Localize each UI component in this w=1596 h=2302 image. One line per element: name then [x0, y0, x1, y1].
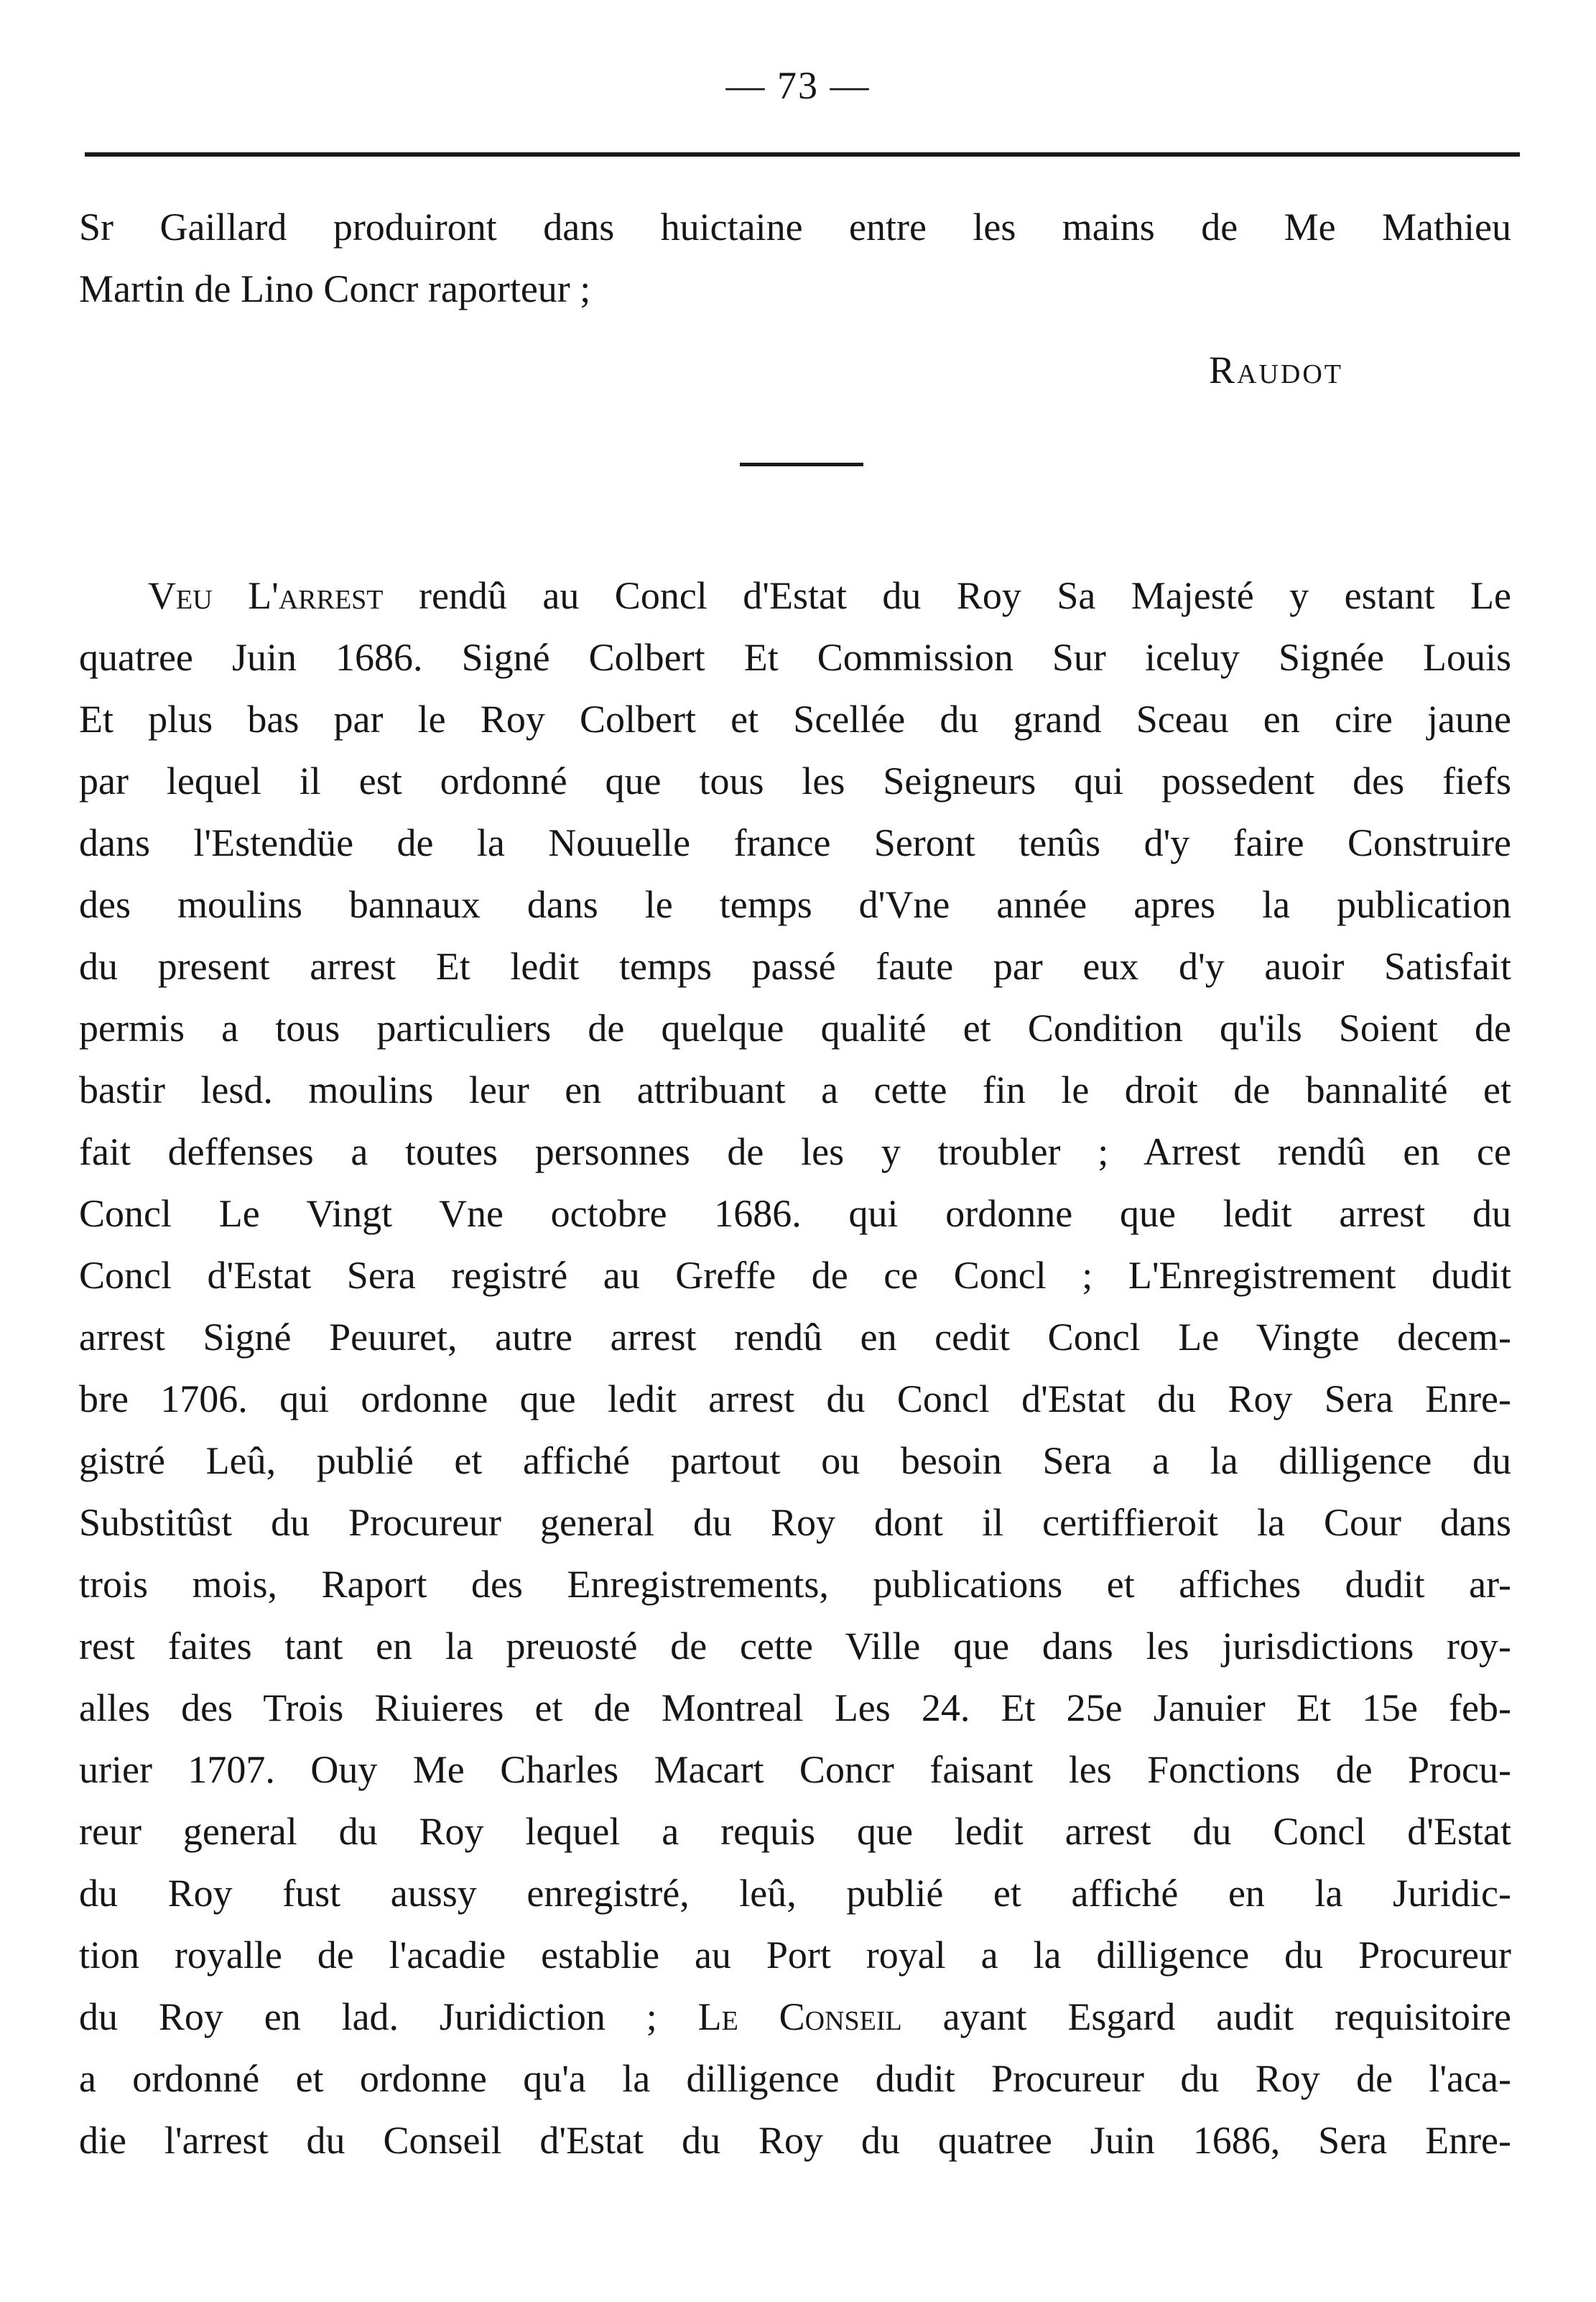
conseil-line-start: du Roy en lad. Juridiction ; — [79, 1995, 698, 2038]
text-line: du Roy fust aussy enregistré, leû, publié et affiché en la Juridic- — [79, 1872, 1511, 1915]
text-line — [79, 1986, 1511, 2048]
text-line: Martin de Lino Concr raporteur ; — [79, 267, 591, 310]
text-line: du present arrest Et ledit temps passé faute par eux d'y auoir Satisfait — [79, 945, 1511, 988]
text-line: gistré Leû, publié et affiché partout ou besoin Sera a la dilligence du — [79, 1439, 1511, 1482]
text-line: arrest Signé Peuuret, autre arrest rendû en cedit Concl Le Vingte decem- — [79, 1316, 1511, 1359]
decree-paragraph — [79, 565, 1511, 2171]
text-line: Concl d'Estat Sera registré au Greffe de ce Concl ; L'Enregistrement dudit — [79, 1254, 1511, 1297]
le-conseil: Le Conseil — [697, 1995, 902, 2038]
text-line: urier 1707. Ouy Me Charles Macart Concr faisant les Fonctions de Procu- — [79, 1748, 1511, 1791]
text-line: rest faites tant en la preuosté de cette Ville que dans les jurisdictions roy- — [79, 1624, 1511, 1668]
signature: Raudot — [1209, 348, 1343, 392]
conseil-line-end: ayant Esgard audit requisitoire — [901, 1995, 1511, 2038]
header-rule — [85, 152, 1520, 157]
text-line: Sr Gaillard produiront dans huictaine entre les mains de Me Mathieu — [79, 205, 1511, 249]
text-line: fait deffenses a toutes personnes de les y troubler ; Arrest rendû en ce — [79, 1130, 1511, 1173]
text-line: Et plus bas par le Roy Colbert et Scellée du grand Sceau en cire jaune — [79, 698, 1511, 741]
text-line: alles des Trois Riuieres et de Montreal Les 24. Et 25e Januier Et 15e feb- — [79, 1686, 1511, 1729]
decree-lead: Veu L'arrest — [148, 574, 384, 617]
text-line: bastir lesd. moulins leur en attribuant a cette fin le droit de bannalité et — [79, 1068, 1511, 1111]
text-line: quatree Juin 1686. Signé Colbert Et Commission Sur iceluy Signée Louis — [79, 636, 1511, 679]
text-line: reur general du Roy lequel a requis que ledit arrest du Concl d'Estat — [79, 1810, 1511, 1853]
text-line: Concl Le Vingt Vne octobre 1686. qui ordonne que ledit arrest du — [79, 1192, 1511, 1235]
page-number: — 73 — — [725, 64, 871, 107]
text-line: trois mois, Raport des Enregistrements, publications et affiches dudit ar- — [79, 1563, 1511, 1606]
text-line: die l'arrest du Conseil d'Estat du Roy du quatree Juin 1686, Sera Enre- — [79, 2119, 1511, 2162]
text-line: Substitûst du Procureur general du Roy dont il certiffieroit la Cour dans — [79, 1501, 1511, 1544]
text-line: des moulins bannaux dans le temps d'Vne année apres la publication — [79, 883, 1511, 926]
text-line: a ordonné et ordonne qu'a la dilligence dudit Procureur du Roy de l'aca- — [79, 2057, 1511, 2100]
text-line: bre 1706. qui ordonne que ledit arrest du Concl d'Estat du Roy Sera Enre- — [79, 1377, 1511, 1420]
text-line: par lequel il est ordonné que tous les Seigneurs qui possedent des fiefs — [79, 759, 1511, 803]
decree-first-line-rest: rendû au Concl d'Estat du Roy Sa Majesté y estant Le — [383, 574, 1511, 617]
opening-paragraph — [79, 196, 1511, 320]
text-line: permis a tous particuliers de quelque qualité et Condition qu'ils Soient de — [79, 1007, 1511, 1050]
text-line: tion royalle de l'acadie establie au Port royal a la dilligence du Procureur — [79, 1933, 1511, 1977]
text-line — [79, 565, 1511, 627]
section-divider — [740, 463, 863, 466]
text-line: dans l'Estendüe de la Nouuelle france Seront tenûs d'y faire Construire — [79, 821, 1511, 864]
